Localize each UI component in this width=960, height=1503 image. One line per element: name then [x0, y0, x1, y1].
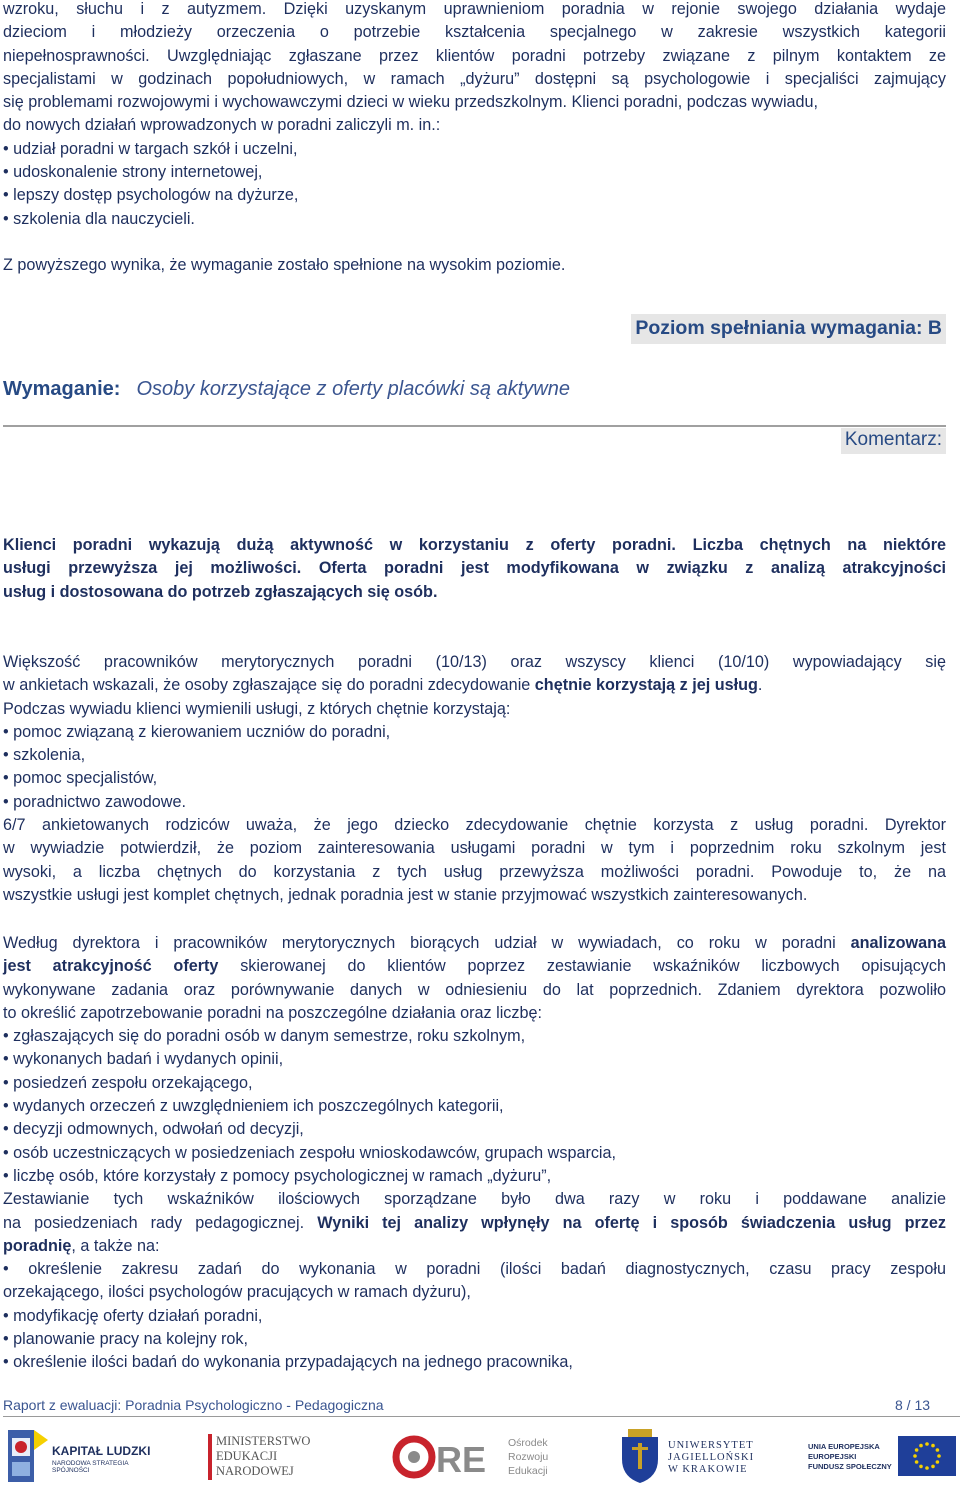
- bold-segment: Wyniki tej analizy wpłynęły na ofertę i sposób świadczenia usług przez: [317, 1213, 946, 1232]
- eu-flag-icon: [898, 1436, 956, 1476]
- list-item: • osób uczestniczących w posiedzeniach zespołu wnioskodawców, grupach wsparcia,: [3, 1142, 946, 1165]
- text-segment: skierowanej do klientów poprzez zestawianie wskaźników liczbowych opisujących: [218, 957, 946, 976]
- conclusion-line: Z powyższego wynika, że wymaganie zostało spełnione na wysokim poziomie.: [3, 256, 566, 274]
- uj-line: UNIWERSYTET: [668, 1440, 754, 1451]
- ore-line: Ośrodek: [508, 1437, 548, 1449]
- text-line: [3, 932, 946, 955]
- list-item: • zgłaszających się do poradni osób w danym semestrze, roku szkolnym,: [3, 1025, 946, 1048]
- requirement-heading: [3, 378, 570, 401]
- list-item: • poradnictwo zawodowe.: [3, 791, 946, 814]
- ore-logo: [392, 1424, 562, 1488]
- requirement-level-badge: Poziom spełniania wymagania: B: [631, 314, 946, 344]
- text-segment: na posiedzeniach rady pedagogicznej.: [3, 1213, 318, 1232]
- text-line: [3, 955, 946, 978]
- text-line: specjalistami w godzinach popołudniowych, w ramach „dyżuru” dostępni są psychologowie i specjaliści zajmujący: [3, 69, 946, 88]
- kapital-ludzki-title: KAPITAŁ LUDZKI: [52, 1444, 151, 1458]
- eu-line: EUROPEJSKI: [808, 1452, 857, 1461]
- text-line: to określić zapotrzebowanie poradni na poszczególne działania oraz liczbę:: [3, 1003, 543, 1022]
- list-item: • określenie ilości badań do wykonania przypadających na jednego pracownika,: [3, 1351, 946, 1374]
- conclusion-text: [3, 254, 946, 277]
- text-line: wszystkie usługi jest komplet chętnych, jednak poradnia jest w stanie przyjmować wszystkich zainteresowanych.: [3, 885, 808, 904]
- footer-page-number: 8 / 13: [895, 1397, 931, 1413]
- list-item: • pomoc związaną z kierowaniem uczniów do poradni,: [3, 721, 946, 744]
- text-segment: .: [757, 676, 763, 695]
- summary-paragraph: [3, 534, 946, 604]
- kapital-ludzki-emblem-icon: [8, 1430, 48, 1482]
- bold-segment: poradnię: [3, 1236, 72, 1255]
- list-item: • szkolenia dla nauczycieli.: [3, 208, 946, 231]
- list-item: • modyfikację oferty działań poradni,: [3, 1305, 946, 1328]
- text-line: Większość pracowników merytorycznych poradni (10/13) oraz wszyscy klienci (10/10) wypowiadający się: [3, 653, 946, 671]
- intro-paragraph: [3, 0, 946, 231]
- text-line: Podczas wywiadu klienci wymienili usługi, z których chętnie korzystają:: [3, 699, 511, 718]
- bold-segment: chętnie korzystają z jej usług: [534, 676, 758, 695]
- text-line: [3, 1235, 946, 1258]
- sponsor-logos: [0, 1424, 960, 1488]
- list-item: • określenie zakresu zadań do wykonania w poradni (ilości badań diagnostycznych, czasu pracy zespołu: [3, 1258, 946, 1281]
- list-item: • wydanych orzeczeń z uwzględnieniem ich poszczególnych kategorii,: [3, 1095, 946, 1118]
- eu-line: UNIA EUROPEJSKA: [808, 1442, 880, 1451]
- text-line: usług i dostosowana do potrzeb zgłaszających się osób.: [3, 582, 438, 601]
- list-item: • szkolenia,: [3, 744, 946, 767]
- ore-line: Edukacji: [508, 1465, 548, 1477]
- list-item: • udział poradni w targach szkół i uczelni,: [3, 138, 946, 161]
- requirement-label: Wymaganie:: [3, 378, 121, 400]
- text-line: niepełnosprawności. Uwzględniając zgłaszane przez klientów poradni potrzeby związane z pilnym kontaktem ze: [3, 46, 946, 65]
- svg-text:RE: RE: [436, 1439, 487, 1480]
- text-line: [3, 1212, 946, 1235]
- ore-emblem-icon: [392, 1430, 492, 1484]
- list-item: • liczbę osób, które korzystały z pomocy psychologicznej w ramach „dyżuru”,: [3, 1165, 946, 1188]
- uj-logo: [620, 1424, 760, 1488]
- list-item: • decyzji odmownych, odwołań od decyzji,: [3, 1118, 946, 1141]
- text-line: w wywiadzie potwierdził, że poziom zainteresowania usługami poradni w tym i poprzednim roku szkolnym jest: [3, 839, 946, 858]
- body-paragraph-1: [3, 651, 946, 907]
- text-line: dzieciom i młodzieży orzeczenia o potrzebie kształcenia specjalnego w zakresie wszystkich kategorii: [3, 23, 946, 42]
- list-item: • planowanie pracy na kolejny rok,: [3, 1328, 946, 1351]
- text-line: 6/7 ankietowanych rodziców uważa, że jego dziecko zdecydowanie chętnie korzysta z usług poradni. Dyrektor: [3, 816, 946, 835]
- men-line: NARODOWEJ: [216, 1464, 294, 1478]
- text-line: wysoki, a liczba chętnych do korzystania z tych usług przewyższa możliwości poradni. Powoduje to, że na: [3, 862, 946, 881]
- uj-line: W KRAKOWIE: [668, 1464, 748, 1475]
- men-logo: [208, 1424, 328, 1488]
- bold-segment: jest atrakcyjność oferty: [3, 957, 219, 976]
- eu-line: FUNDUSZ SPOŁECZNY: [808, 1462, 892, 1471]
- kapital-ludzki-subtitle: NARODOWA STRATEGIA SPÓJNOŚCI: [52, 1460, 129, 1474]
- text-segment: Według dyrektora i pracowników merytorycznych biorących udział w wywiadach, co roku w poradni: [3, 934, 851, 952]
- text-line: usługi przewyższa jej możliwości. Oferta poradni jest modyfikowana w związku z analizą atrakcyjności: [3, 559, 946, 578]
- kapital-ludzki-logo: [8, 1424, 158, 1488]
- text-segment: w ankietach wskazali, że osoby zgłaszające się do poradni zdecydowanie: [3, 676, 535, 695]
- text-line: [3, 674, 946, 697]
- men-line: MINISTERSTWO: [216, 1434, 311, 1448]
- eu-logo: [808, 1424, 958, 1488]
- bold-segment: analizowana: [850, 934, 946, 952]
- text-line: Zestawianie tych wskaźników ilościowych sporządzane było dwa razy w roku i poddawane analizie: [3, 1190, 946, 1209]
- comment-label: Komentarz:: [841, 428, 946, 454]
- list-item: • wykonanych badań i wydanych opinii,: [3, 1048, 946, 1071]
- text-line: wykonywane zadania oraz porównywanie danych w odniesieniu do lat poprzednich. Zdaniem dyrektora pozwoliło: [3, 980, 946, 999]
- ore-line: Rozwoju: [508, 1451, 549, 1463]
- text-line: do nowych działań wprowadzonych w poradni zaliczyli m. in.:: [3, 116, 441, 135]
- text-line: się problemami rozwojowymi i wychowawczymi dzieci w wieku przedszkolnym. Klienci poradni, podczas wywiadu,: [3, 93, 819, 112]
- uj-line: JAGIELLOŃSKI: [668, 1452, 755, 1463]
- footer-report-title: Raport z ewaluacji: Poradnia Psychologiczno - Pedagogiczna: [3, 1397, 384, 1413]
- list-item-continuation: orzekającego, ilości psychologów pracujących w ramach dyżuru),: [3, 1283, 471, 1302]
- body-paragraph-2: [3, 932, 946, 1375]
- text-line: wzroku, słuchu i z autyzmem. Dzięki uzyskanym uprawnieniom poradnia w rejonie swojego działania wydaje: [3, 0, 946, 18]
- footer-divider: [3, 1416, 960, 1417]
- list-item: • udoskonalenie strony internetowej,: [3, 161, 946, 184]
- list-item: • pomoc specjalistów,: [3, 767, 946, 790]
- text-segment: , a także na:: [71, 1236, 160, 1255]
- text-line: Klienci poradni wykazują dużą aktywność w korzystaniu z oferty poradni. Liczba chętnych na niektóre: [3, 536, 946, 554]
- section-divider: [3, 425, 946, 427]
- men-line: EDUKACJI: [216, 1449, 278, 1463]
- list-item: • lepszy dostęp psychologów na dyżurze,: [3, 184, 946, 207]
- uj-crest-icon: [620, 1429, 660, 1483]
- men-bar-icon: [208, 1434, 212, 1480]
- requirement-title: Osoby korzystające z oferty placówki są aktywne: [136, 378, 570, 400]
- list-item: • posiedzeń zespołu orzekającego,: [3, 1072, 946, 1095]
